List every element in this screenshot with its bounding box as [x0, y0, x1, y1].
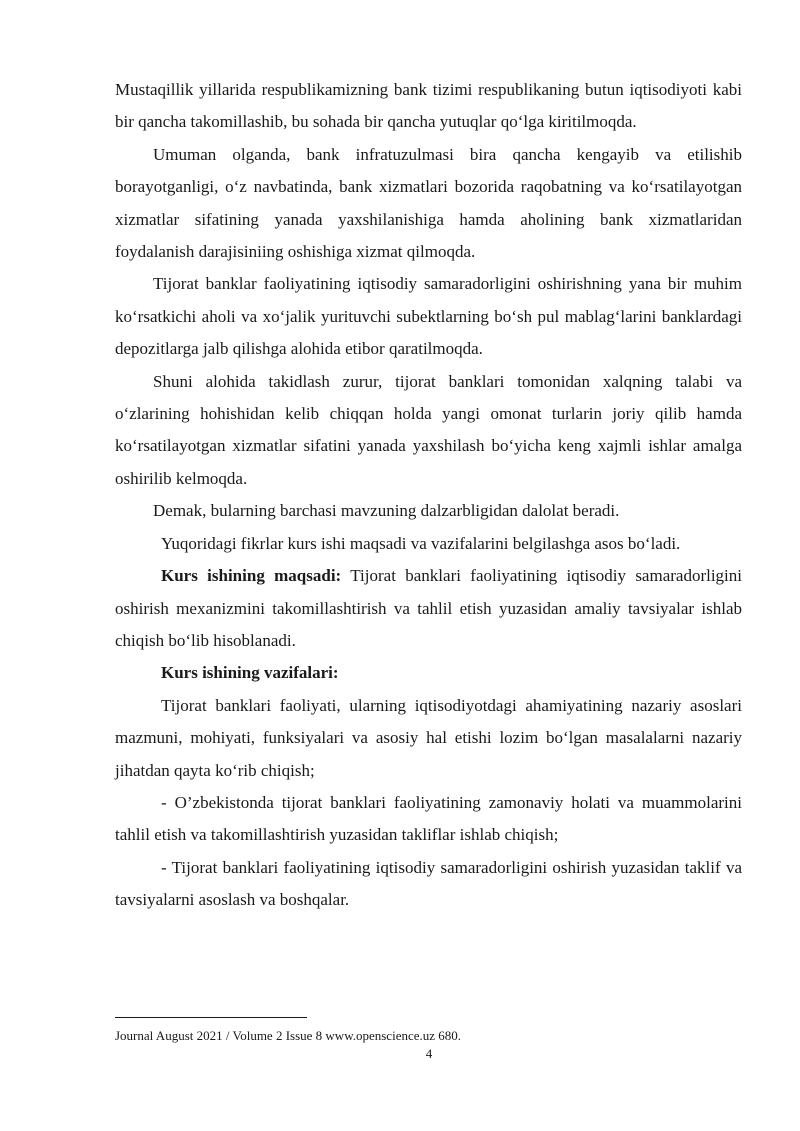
- paragraph-basis: Yuqoridagi fikrlar kurs ishi maqsadi va vazifalarini belgilashga asos bo‘ladi.: [161, 533, 681, 553]
- paragraph-infrastructure: Umuman olganda, bank infratuzulmasi bira qancha kengayib va etilishib borayotganligi, o‘z navbatinda, bank xizmatlari bozorida raqobatning va ko‘rsatilayotgan xizmatlar sifatining yanada yaxshilanishiga hamda aholining bank xizmatlaridan foydalanish darajisiniing oshishiga xizmat qilmoqda.: [115, 144, 742, 262]
- task-item-2: - O’zbekistonda tijorat banklari faoliyatining zamonaviy holati va muammolarini tahlil etish va takomillashtirish yuzasidan takliflar ishlab chiqish;: [115, 792, 742, 845]
- tasks-heading: Kurs ishining vazifalari:: [161, 663, 339, 683]
- task-item-3: - Tijorat banklari faoliyatining iqtisodiy samaradorligini oshirish yuzasidan taklif va tavsiyalarni asoslash va boshqalar.: [115, 857, 742, 910]
- body-text: [115, 74, 742, 917]
- task-item-1: Tijorat banklari faoliyati, ularning iqtisodiyotdagi ahamiyatining nazariy asoslari mazmuni, mohiyati, funksiyalari va asosiy hal etishi lozim bo‘lgan masalalarni nazariy jihatdan qayta ko‘rib chiqish;: [115, 695, 742, 780]
- tasks-heading-line: [115, 657, 742, 689]
- aim-text: Tijorat banklari faoliyatining iqtisodiy samaradorligini oshirish mexanizmini takomillashtirish va tahlil etish yuzasidan amaliy tavsiyalar ishlab chiqish bo‘lib hisoblanadi.: [115, 566, 743, 650]
- paragraph-deposits: Tijorat banklar faoliyatining iqtisodiy samaradorligini oshirishning yana bir muhim ko‘rsatkichi aholi va xo‘jalik yurituvchi subektlarning bo‘sh pul mablag‘larini banklardagi depozitlarga jalb qilishga alohida etibor qaratilmoqda.: [115, 274, 742, 359]
- paragraph-intro: Mustaqillik yillarida respublikamizning bank tizimi respublikaning butun iqtisodiyoti kabi bir qancha takomillashib, bu sohada bir qancha yutuqlar qo‘lga kiritilmoqda.: [115, 80, 742, 132]
- aim-label: Kurs ishining maqsadi:: [161, 566, 342, 586]
- paragraph-relevance: Demak, bularning barchasi mavzuning dalzarbligidan dalolat beradi.: [153, 501, 620, 521]
- footnote-divider: [115, 1017, 307, 1018]
- footnote: Journal August 2021 / Volume 2 Issue 8 www.openscience.uz 680.: [115, 1028, 462, 1043]
- paragraph-aim: [115, 560, 742, 657]
- page-number: 4: [425, 1046, 433, 1061]
- paragraph-services: Shuni alohida takidlash zurur, tijorat banklari tomonidan xalqning talabi va o‘zlarining hohishidan kelib chiqqan holda yangi omonat turlarin joriy qilib hamda ko‘rsatilayotgan xizmatlar sifatini yanada yaxshilash bo‘yicha keng xajmli ishlar amalga oshirilib kelmoqda.: [115, 371, 742, 488]
